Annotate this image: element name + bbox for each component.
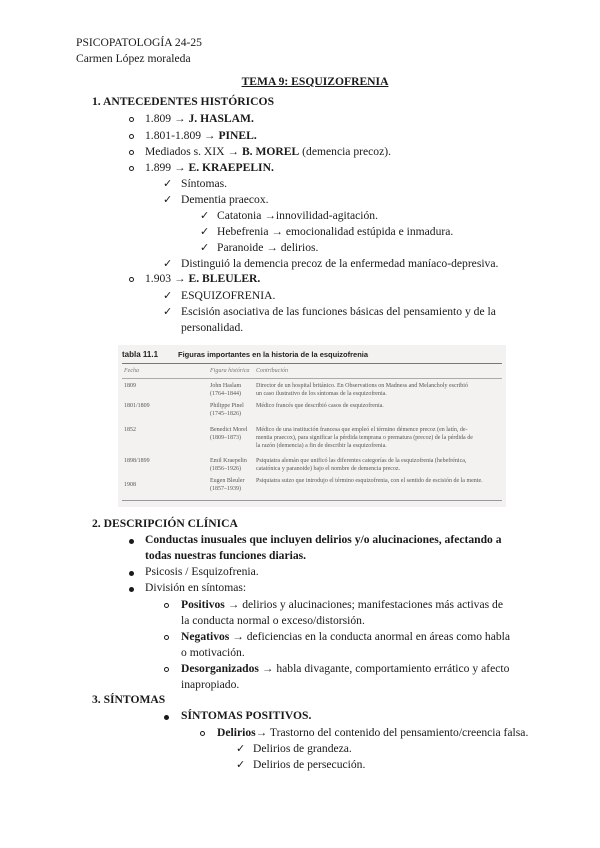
table-rule: [122, 363, 502, 364]
list-item-continuation: personalidad.: [181, 321, 244, 334]
list-item: Conductas inusuales que incluyen delirios y/o alucinaciones, afectando a: [145, 533, 502, 546]
check-icon: ✓: [236, 759, 246, 771]
table-cell: (1745–1826): [210, 411, 241, 417]
circle-bullet-icon: [164, 603, 169, 608]
table-cell: Benedict Morel: [210, 427, 248, 433]
table-cell: Médico de una institución francesa que empleó el término démence precoz (en latín, de-: [256, 427, 468, 433]
check-icon: ✓: [163, 290, 173, 302]
list-item: Delirios de grandeza.: [253, 742, 352, 755]
table-cell: Psiquiatra suizo que introdujo el término esquizofrenia, con el sentido de escisión de la mente.: [256, 478, 483, 484]
list-item: ESQUIZOFRENIA.: [181, 289, 276, 302]
table-cell: la razón (demencia) a fin de describir la esquizofrenia.: [256, 443, 387, 449]
list-item-continuation: o motivación.: [181, 646, 245, 659]
table-cell: Eugen Bleuler: [210, 478, 245, 484]
circle-bullet-icon: [129, 117, 134, 122]
list-item: Distinguió la demencia precoz de la enfermedad maníaco-depresiva.: [181, 257, 499, 270]
circle-bullet-icon: [164, 635, 169, 640]
table-cell: 1809: [124, 383, 136, 389]
table-cell: Psiquiatra alemán que unificó las diferentes categorías de la esquizofrenia (hebefrénica,: [256, 458, 467, 464]
table-col-header: Figura histórica: [210, 368, 250, 374]
check-icon: ✓: [200, 242, 210, 254]
table-cell: un caso ilustrativo de los síntomas de la esquizofrenia.: [256, 391, 387, 397]
circle-bullet-icon: [200, 731, 205, 736]
circle-bullet-icon: [129, 166, 134, 171]
list-item: Negativos → deficiencias en la conducta anormal en áreas como habla: [181, 630, 511, 643]
list-item: Positivos → delirios y alucinaciones; manifestaciones más activas de: [181, 598, 503, 611]
list-item: Escisión asociativa de las funciones básicas del pensamiento y de la: [181, 305, 496, 318]
list-item: Desorganizados → habla divagante, comportamiento errático y afecto: [181, 662, 510, 675]
section-heading-3: 3. SÍNTOMAS: [92, 693, 166, 706]
list-item: Mediados s. XIX → B. MOREL (demencia precoz).: [145, 145, 392, 158]
page-title: TEMA 9: ESQUIZOFRENIA: [241, 75, 389, 88]
table-cell: Emil Kraepelin: [210, 458, 247, 464]
circle-bullet-icon: [129, 134, 134, 139]
check-icon: ✓: [163, 258, 173, 270]
table-cell: (1857–1939): [210, 486, 241, 492]
check-icon: ✓: [163, 194, 173, 206]
list-item: 1.903 → E. BLEULER.: [145, 272, 261, 285]
list-item-continuation: inapropiado.: [181, 678, 240, 691]
table-cell: mentia praecox), para significar la pérdida temprana o prematura (precoz) de la pérdida de: [256, 435, 473, 441]
table-col-header: Contribución: [256, 368, 289, 374]
circle-bullet-icon: [129, 277, 134, 282]
table-label: tabla 11.1: [122, 350, 159, 359]
list-item: Delirios de persecución.: [253, 758, 366, 771]
list-item-continuation: la conducta normal o exceso/distorsión.: [181, 614, 365, 627]
course-header: PSICOPATOLOGÍA 24-25: [76, 36, 202, 49]
check-icon: ✓: [200, 226, 210, 238]
table-col-header: Fecha: [124, 368, 139, 374]
history-table-image: [118, 345, 506, 507]
table-rule: [122, 500, 502, 501]
table-rule: [122, 378, 502, 379]
list-item: 1.801-1.809 → PINEL.: [145, 129, 257, 142]
table-cell: 1852: [124, 427, 136, 433]
author-name: Carmen López moraleda: [76, 52, 191, 65]
table-cell: catatónica y paranoide) bajo el nombre de demencia precoz.: [256, 466, 401, 472]
list-item-continuation: todas nuestras funciones diarias.: [145, 549, 307, 562]
table-cell: Médico francés que describió casos de esquizofrenia.: [256, 403, 384, 409]
list-item: 1.899 → E. KRAEPELIN.: [145, 161, 274, 174]
list-item: Dementia praecox.: [181, 193, 269, 206]
check-icon: ✓: [236, 743, 246, 755]
section-heading-1: 1. ANTECEDENTES HISTÓRICOS: [92, 95, 275, 108]
table-title: Figuras importantes en la historia de la esquizofrenia: [178, 350, 369, 359]
list-item: Síntomas.: [181, 177, 228, 190]
table-cell: (1764–1844): [210, 391, 241, 397]
circle-bullet-icon: [129, 150, 134, 155]
list-item: Delirios→ Trastorno del contenido del pensamiento/creencia falsa.: [217, 726, 529, 739]
table-cell: 1908: [124, 482, 136, 488]
check-icon: ✓: [163, 306, 173, 318]
table-cell: (1809–1873): [210, 435, 241, 441]
bullet-icon: [129, 587, 134, 592]
section-heading-2: 2. DESCRIPCIÓN CLÍNICA: [92, 517, 238, 530]
list-item: Hebefrenia → emocionalidad estúpida e inmadura.: [217, 225, 454, 238]
table-cell: (1856–1926): [210, 466, 241, 472]
table-cell: Director de un hospital británico. En Observations on Madness and Melancholy escribió: [256, 383, 468, 389]
check-icon: ✓: [200, 210, 210, 222]
list-item: Paranoide → delirios.: [217, 241, 319, 254]
list-item: Psicosis / Esquizofrenia.: [145, 565, 259, 578]
check-icon: ✓: [163, 178, 173, 190]
list-item: 1.809 → J. HASLAM.: [145, 112, 254, 125]
list-item: SÍNTOMAS POSITIVOS.: [181, 709, 312, 722]
circle-bullet-icon: [164, 667, 169, 672]
table-cell: Philippe Pinel: [210, 403, 244, 409]
list-item: División en síntomas:: [145, 581, 247, 594]
bullet-icon: [164, 715, 169, 720]
table-cell: 1801/1809: [124, 403, 150, 409]
table-cell: John Haslam: [210, 383, 242, 389]
table-cell: 1898/1899: [124, 458, 150, 464]
bullet-icon: [129, 539, 134, 544]
bullet-icon: [129, 571, 134, 576]
list-item: Catatonia →innovilidad-agitación.: [217, 209, 378, 222]
